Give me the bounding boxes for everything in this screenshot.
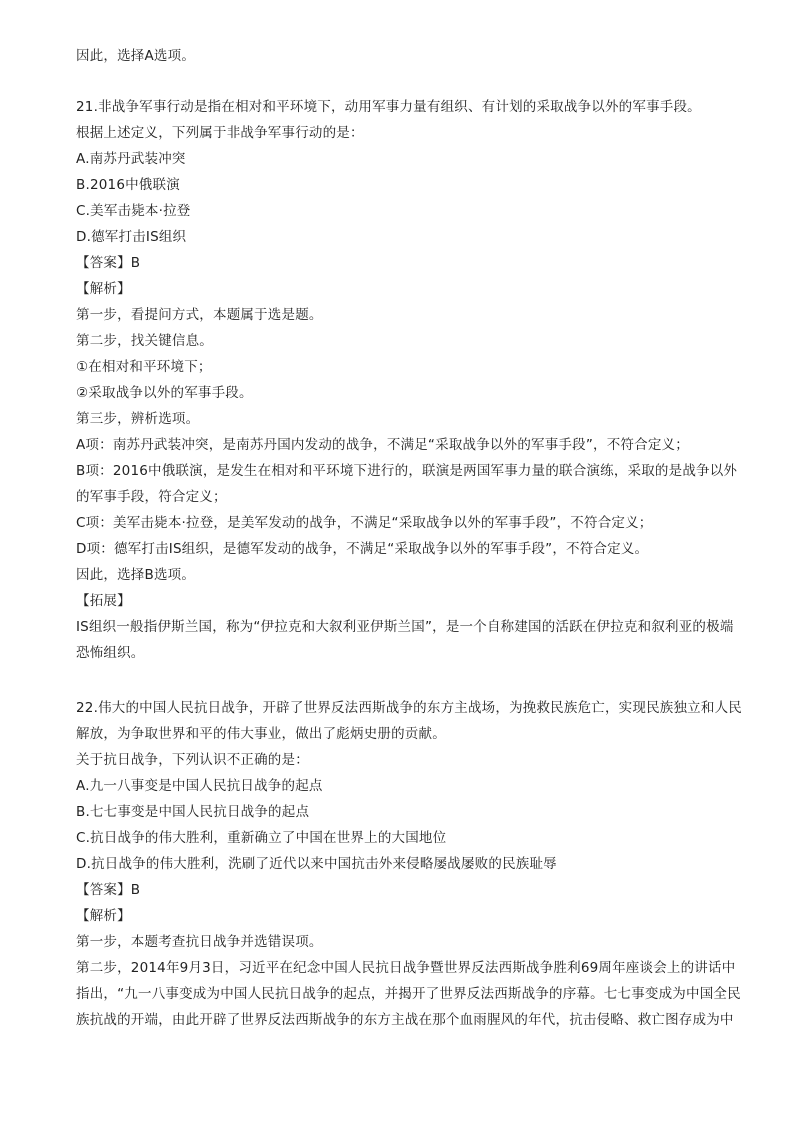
q21-analysis-line: 第一步，看提问方式，本题属于选是题。 bbox=[76, 307, 323, 323]
intro-conclusion: 因此，选择A选项。 bbox=[76, 48, 196, 64]
q22-answer: 【答案】B bbox=[76, 882, 141, 898]
q21-analysis-line: 因此，选择B选项。 bbox=[76, 567, 196, 583]
question-22 bbox=[76, 698, 756, 1030]
q21-extension-line: 恐怖组织。 bbox=[76, 645, 145, 661]
q21-analysis-heading: 【解析】 bbox=[76, 281, 131, 297]
q22-analysis-line: 指出，“九一八事变成为中国人民抗日战争的起点，并揭开了世界反法西斯战争的序幕。七七事变成为中国全民 bbox=[76, 986, 741, 1002]
q21-extension-heading: 【拓展】 bbox=[76, 593, 131, 609]
q21-analysis-line: 的军事手段，符合定义； bbox=[76, 489, 227, 505]
q22-option-b: B.七七事变是中国人民抗日战争的起点 bbox=[76, 804, 310, 820]
q21-analysis-line: ①在相对和平环境下； bbox=[76, 359, 212, 375]
q21-analysis-line: 第三步，辨析选项。 bbox=[76, 411, 200, 427]
q21-analysis-line: D项：德军打击IS组织，是德军发动的战争，不满足“采取战争以外的军事手段”，不符合定义。 bbox=[76, 541, 649, 557]
q22-analysis-line: 第一步，本题考查抗日战争并选错误项。 bbox=[76, 934, 323, 950]
q21-prompt: 根据上述定义，下列属于非战争军事行动的是： bbox=[76, 125, 364, 141]
q21-analysis-line: ②采取战争以外的军事手段。 bbox=[76, 385, 253, 401]
q22-stem-line: 22.伟大的中国人民抗日战争，开辟了世界反法西斯战争的东方主战场，为挽救民族危亡，实现民族独立和人民 bbox=[76, 700, 742, 716]
q21-analysis-line: A项：南苏丹武装冲突，是南苏丹国内发动的战争，不满足“采取战争以外的军事手段”，不符合定义； bbox=[76, 437, 689, 453]
q21-analysis-line: 第二步，找关键信息。 bbox=[76, 333, 213, 349]
q22-option-c: C.抗日战争的伟大胜利，重新确立了中国在世界上的大国地位 bbox=[76, 830, 447, 846]
document-page bbox=[76, 46, 756, 1030]
q22-analysis-line: 族抗战的开端，由此开辟了世界反法西斯战争的东方主战在那个血雨腥风的年代，抗击侵略、救亡图存成为中 bbox=[76, 1012, 734, 1028]
q22-analysis-line: 第二步，2014年9月3日，习近平在纪念中国人民抗日战争暨世界反法西斯战争胜利69周年座谈会上的讲话中 bbox=[76, 960, 736, 976]
question-21 bbox=[76, 97, 756, 663]
q21-stem: 21.非战争军事行动是指在相对和平环境下，动用军事力量有组织、有计划的采取战争以外的军事手段。 bbox=[76, 99, 701, 115]
q22-option-d: D.抗日战争的伟大胜利，洗刷了近代以来中国抗击外来侵略屡战屡败的民族耻辱 bbox=[76, 856, 557, 872]
q22-prompt: 关于抗日战争，下列认识不正确的是： bbox=[76, 752, 309, 768]
q22-analysis-heading: 【解析】 bbox=[76, 908, 131, 924]
q21-option-c: C.美军击毙本·拉登 bbox=[76, 203, 191, 219]
q21-option-a: A.南苏丹武装冲突 bbox=[76, 151, 186, 167]
q21-answer: 【答案】B bbox=[76, 255, 141, 271]
q21-analysis-line: B项：2016中俄联演，是发生在相对和平环境下进行的，联演是两国军事力量的联合演练，采取的是战争以外 bbox=[76, 463, 738, 479]
q21-option-b: B.2016中俄联演 bbox=[76, 177, 180, 193]
q21-option-d: D.德军打击IS组织 bbox=[76, 229, 187, 245]
q21-extension-line: IS组织一般指伊斯兰国，称为“伊拉克和大叙利亚伊斯兰国”，是一个自称建国的活跃在伊拉克和叙利亚的极端 bbox=[76, 619, 734, 635]
q22-option-a: A.九一八事变是中国人民抗日战争的起点 bbox=[76, 778, 323, 794]
q22-stem-line: 解放，为争取世界和平的伟大事业，做出了彪炳史册的贡献。 bbox=[76, 726, 446, 742]
q21-analysis-line: C项：美军击毙本·拉登，是美军发动的战争，不满足“采取战争以外的军事手段”，不符合定义； bbox=[76, 515, 653, 531]
